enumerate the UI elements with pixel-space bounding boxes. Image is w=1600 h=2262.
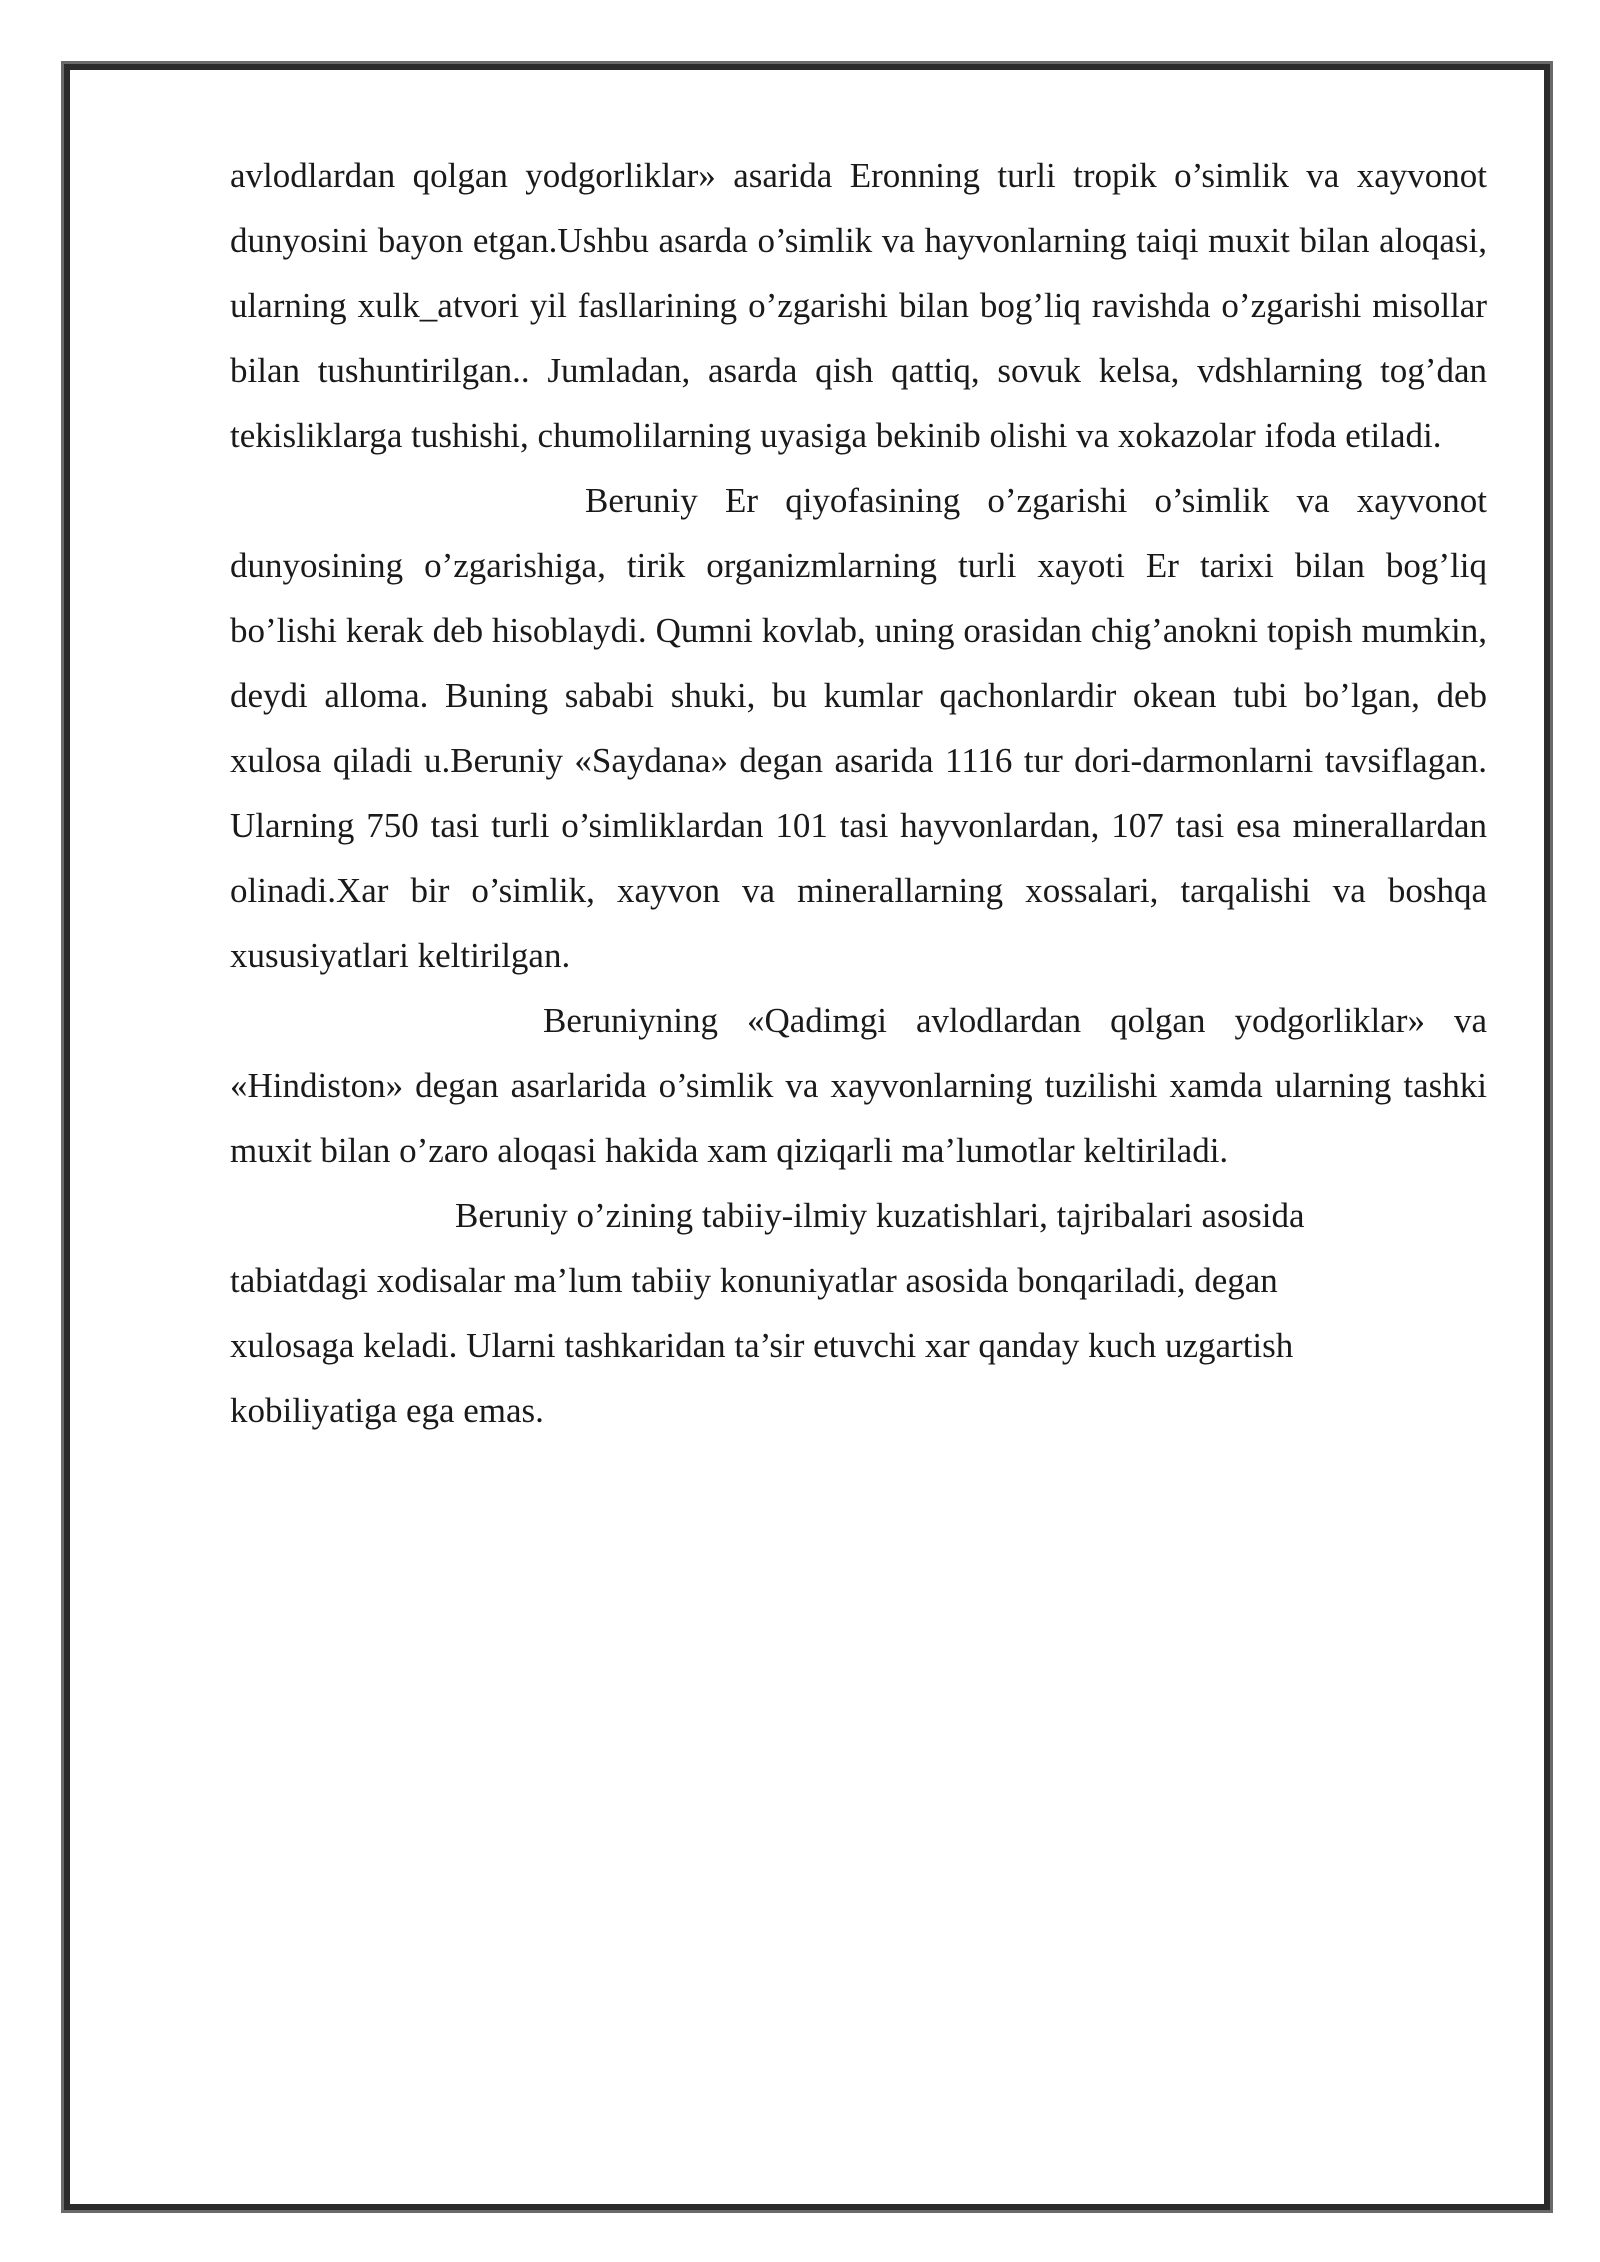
paragraph-1: avlodlardan qolgan yodgorliklar» asarida Eronning turli tropik o’simlik va xayvonot dunyosini bayon etgan.Ushbu asarda o’simlik va hayvonlarning taiqi muxit bilan aloqasi, ularning xulk_atvori yil fasllarining o’zgarishi bilan bog’liq ravishda o’zgarishi misollar bilan tushuntirilgan.. Jumladan, asarda qish qattiq, sovuk kelsa, vdshlarning tog’dan tekisliklarga tushishi, chumolilarning uyasiga bekinib olishi va xokazolar ifoda etiladi.	[230, 156, 1487, 455]
paragraph-2: Beruniy Er qiyofasining o’zgarishi o’simlik va xayvonot dunyosining o’zgarishiga, tirik organizmlarning turli xayoti Er tarixi bilan bog’liq bo’lishi kerak deb hisoblaydi. Qumni kovlab, uning orasidan chig’anokni topish mumkin, deydi alloma. Buning sababi shuki, bu kumlar qachonlardir okean tubi bo’lgan, deb xulosa qiladi u.Beruniy «Saydana» degan asarida 1116 tur dori-darmonlarni tavsiflagan. Ularning 750 tasi turli o’simliklardan 101 tasi hayvonlardan, 107 tasi esa minerallardan olinadi.Xar bir o’simlik, xayvon va minerallarning xossalari, tarqalishi va boshqa xususiyatlari keltirilgan.	[230, 481, 1487, 975]
paragraph-4: Beruniy o’zining tabiiy-ilmiy kuzatishlari, tajribalari asosida tabiatdagi xodisalar ma’lum tabiiy konuniyatlar asosida bonqariladi, degan xulosaga keladi. Ularni tashkaridan ta’sir etuvchi xar qanday kuch uzgartish kobiliyatiga ega emas.	[230, 1196, 1305, 1430]
paragraph-3: Beruniyning «Qadimgi avlodlardan qolgan yodgorliklar» va «Hindiston» degan asarlarida o’simlik va xayvonlarning tuzilishi xamda ularning tashki muxit bilan o’zaro aloqasi hakida xam qiziqarli ma’lumotlar keltiriladi.	[230, 1001, 1487, 1170]
document-body	[230, 143, 1487, 1443]
